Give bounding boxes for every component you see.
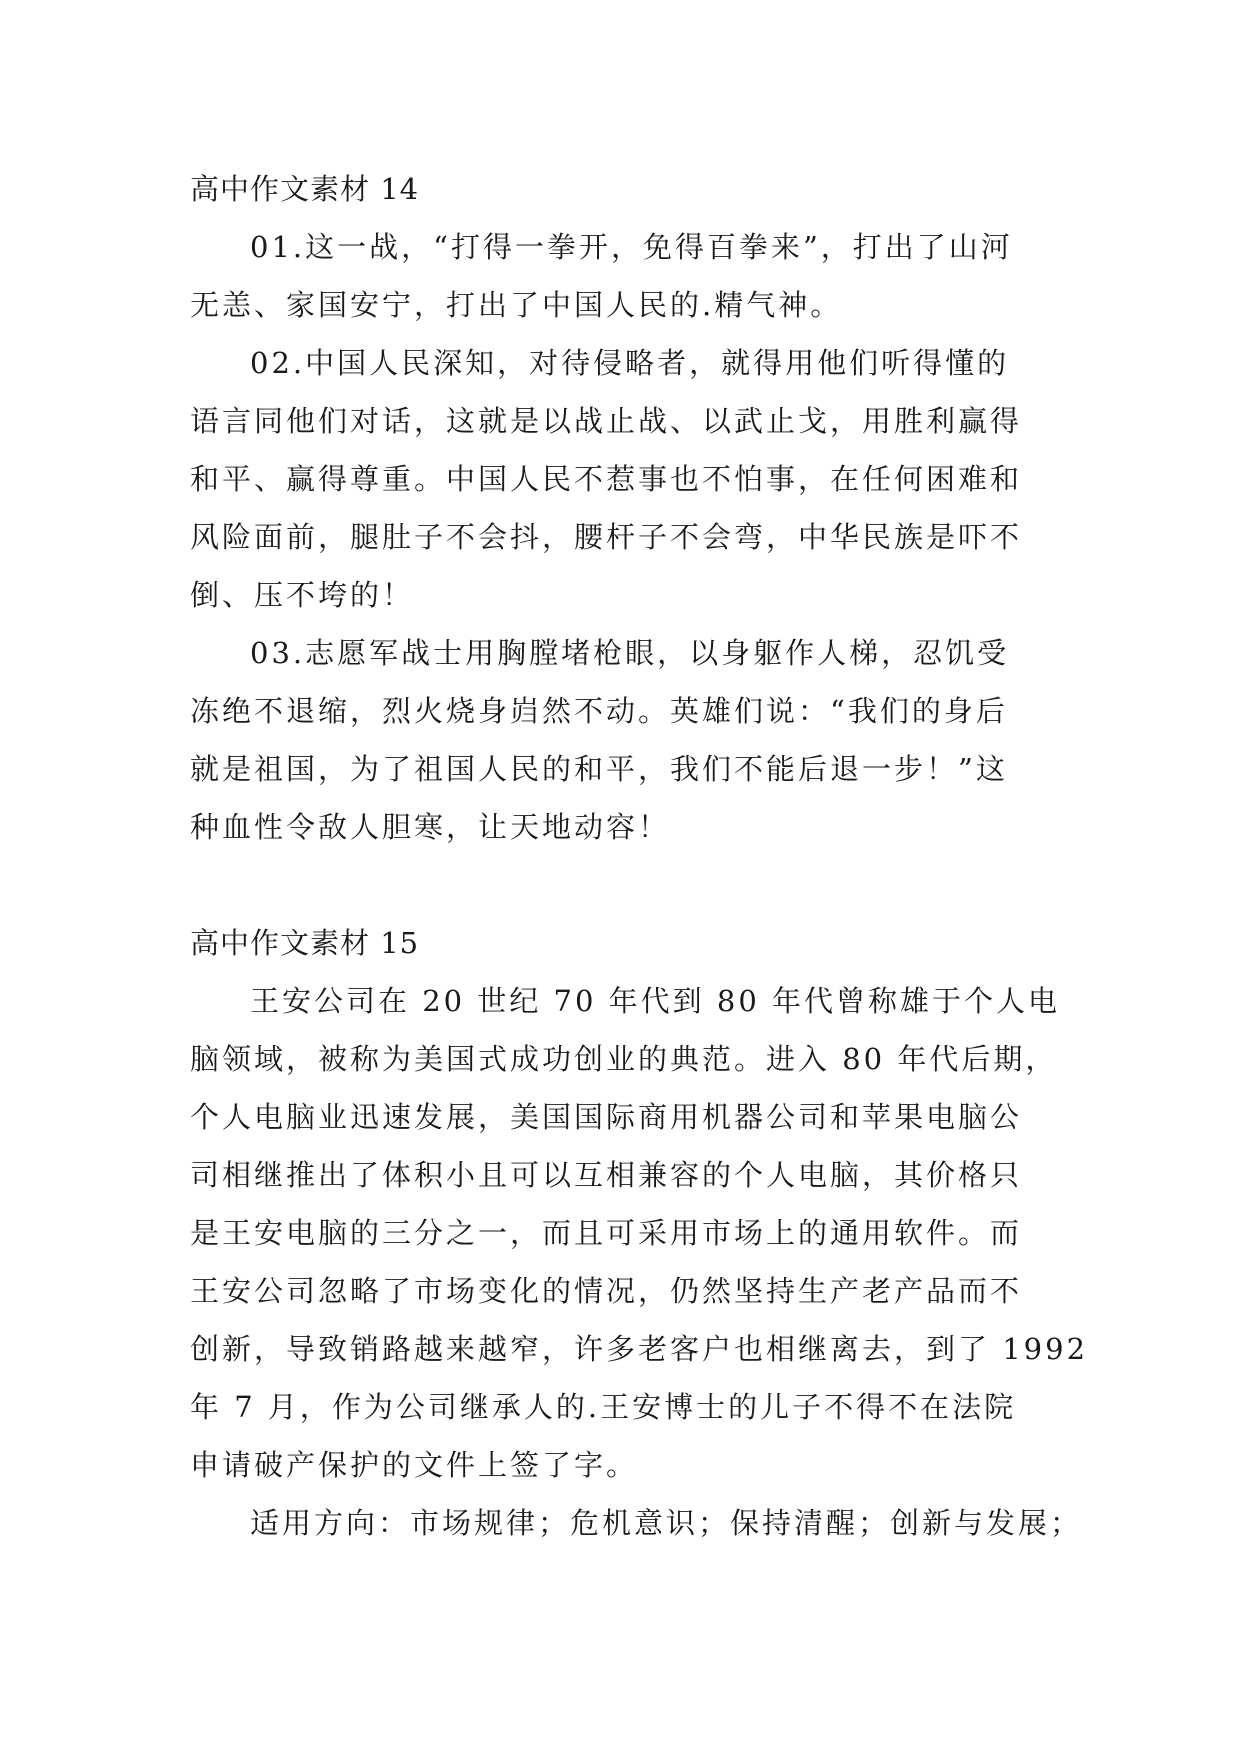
text-line: 适用方向：市场规律；危机意识；保持清醒；创新与发展；: [250, 1506, 1083, 1540]
text-line: 无恙、家国安宁，打出了中国人民的.精气神。: [190, 288, 843, 322]
text-line: 是王安电脑的三分之一，而且可采用市场上的通用软件。而: [190, 1216, 1023, 1250]
text-line: 01.这一战，“打得一拳开，免得百拳来”，打出了山河: [250, 230, 1013, 264]
text-line: 03.志愿军战士用胸膛堵枪眼，以身躯作人梯，忍饥受: [250, 636, 1010, 670]
section-title-14: 高中作文素材 14: [190, 172, 420, 206]
text-line: 年 7 月，作为公司继承人的.王安博士的儿子不得不在法院: [190, 1390, 1017, 1424]
text-line: 个人电脑业迅速发展，美国国际商用机器公司和苹果电脑公: [190, 1100, 1023, 1134]
paragraph-01: [190, 218, 1060, 334]
paragraph-applicable-directions: [190, 1494, 1083, 1552]
section-spacer: [190, 856, 1060, 914]
text-line: 和平、赢得尊重。中国人民不惹事也不怕事，在任何困难和: [190, 462, 1023, 496]
text-line: 冻绝不退缩，烈火烧身岿然不动。英雄们说：“我们的身后: [190, 694, 1008, 728]
document-page: [190, 160, 1089, 1552]
text-line: 王安公司在 20 世纪 70 年代到 80 年代曾称雄于个人电: [250, 984, 1061, 1018]
text-line: 创新，导致销路越来越窄，许多老客户也相继离去，到了 1992: [190, 1332, 1089, 1366]
text-line: 02.中国人民深知，对待侵略者，就得用他们听得懂的: [250, 346, 1010, 380]
section-title-15: 高中作文素材 15: [190, 926, 420, 960]
text-line: 倒、压不垮的！: [190, 578, 415, 612]
paragraph-03: [190, 624, 1060, 856]
paragraph-wang-an: [190, 972, 1089, 1494]
text-line: 脑领域，被称为美国式成功创业的典范。进入 80 年代后期，: [190, 1042, 1058, 1076]
paragraph-02: [190, 334, 1060, 624]
text-line: 王安公司忽略了市场变化的情况，仍然坚持生产老产品而不: [190, 1274, 1023, 1308]
text-line: 语言同他们对话，这就是以战止战、以武止戈，用胜利赢得: [190, 404, 1023, 438]
text-line: 就是祖国，为了祖国人民的和平，我们不能后退一步！”这: [190, 752, 1008, 786]
text-line: 风险面前，腿肚子不会抖，腰杆子不会弯，中华民族是吓不: [190, 520, 1023, 554]
text-line: 申请破产保护的文件上签了字。: [190, 1448, 639, 1482]
text-line: 种血性令敌人胆寒，让天地动容！: [190, 810, 671, 844]
text-line: 司相继推出了体积小且可以互相兼容的个人电脑，其价格只: [190, 1158, 1023, 1192]
